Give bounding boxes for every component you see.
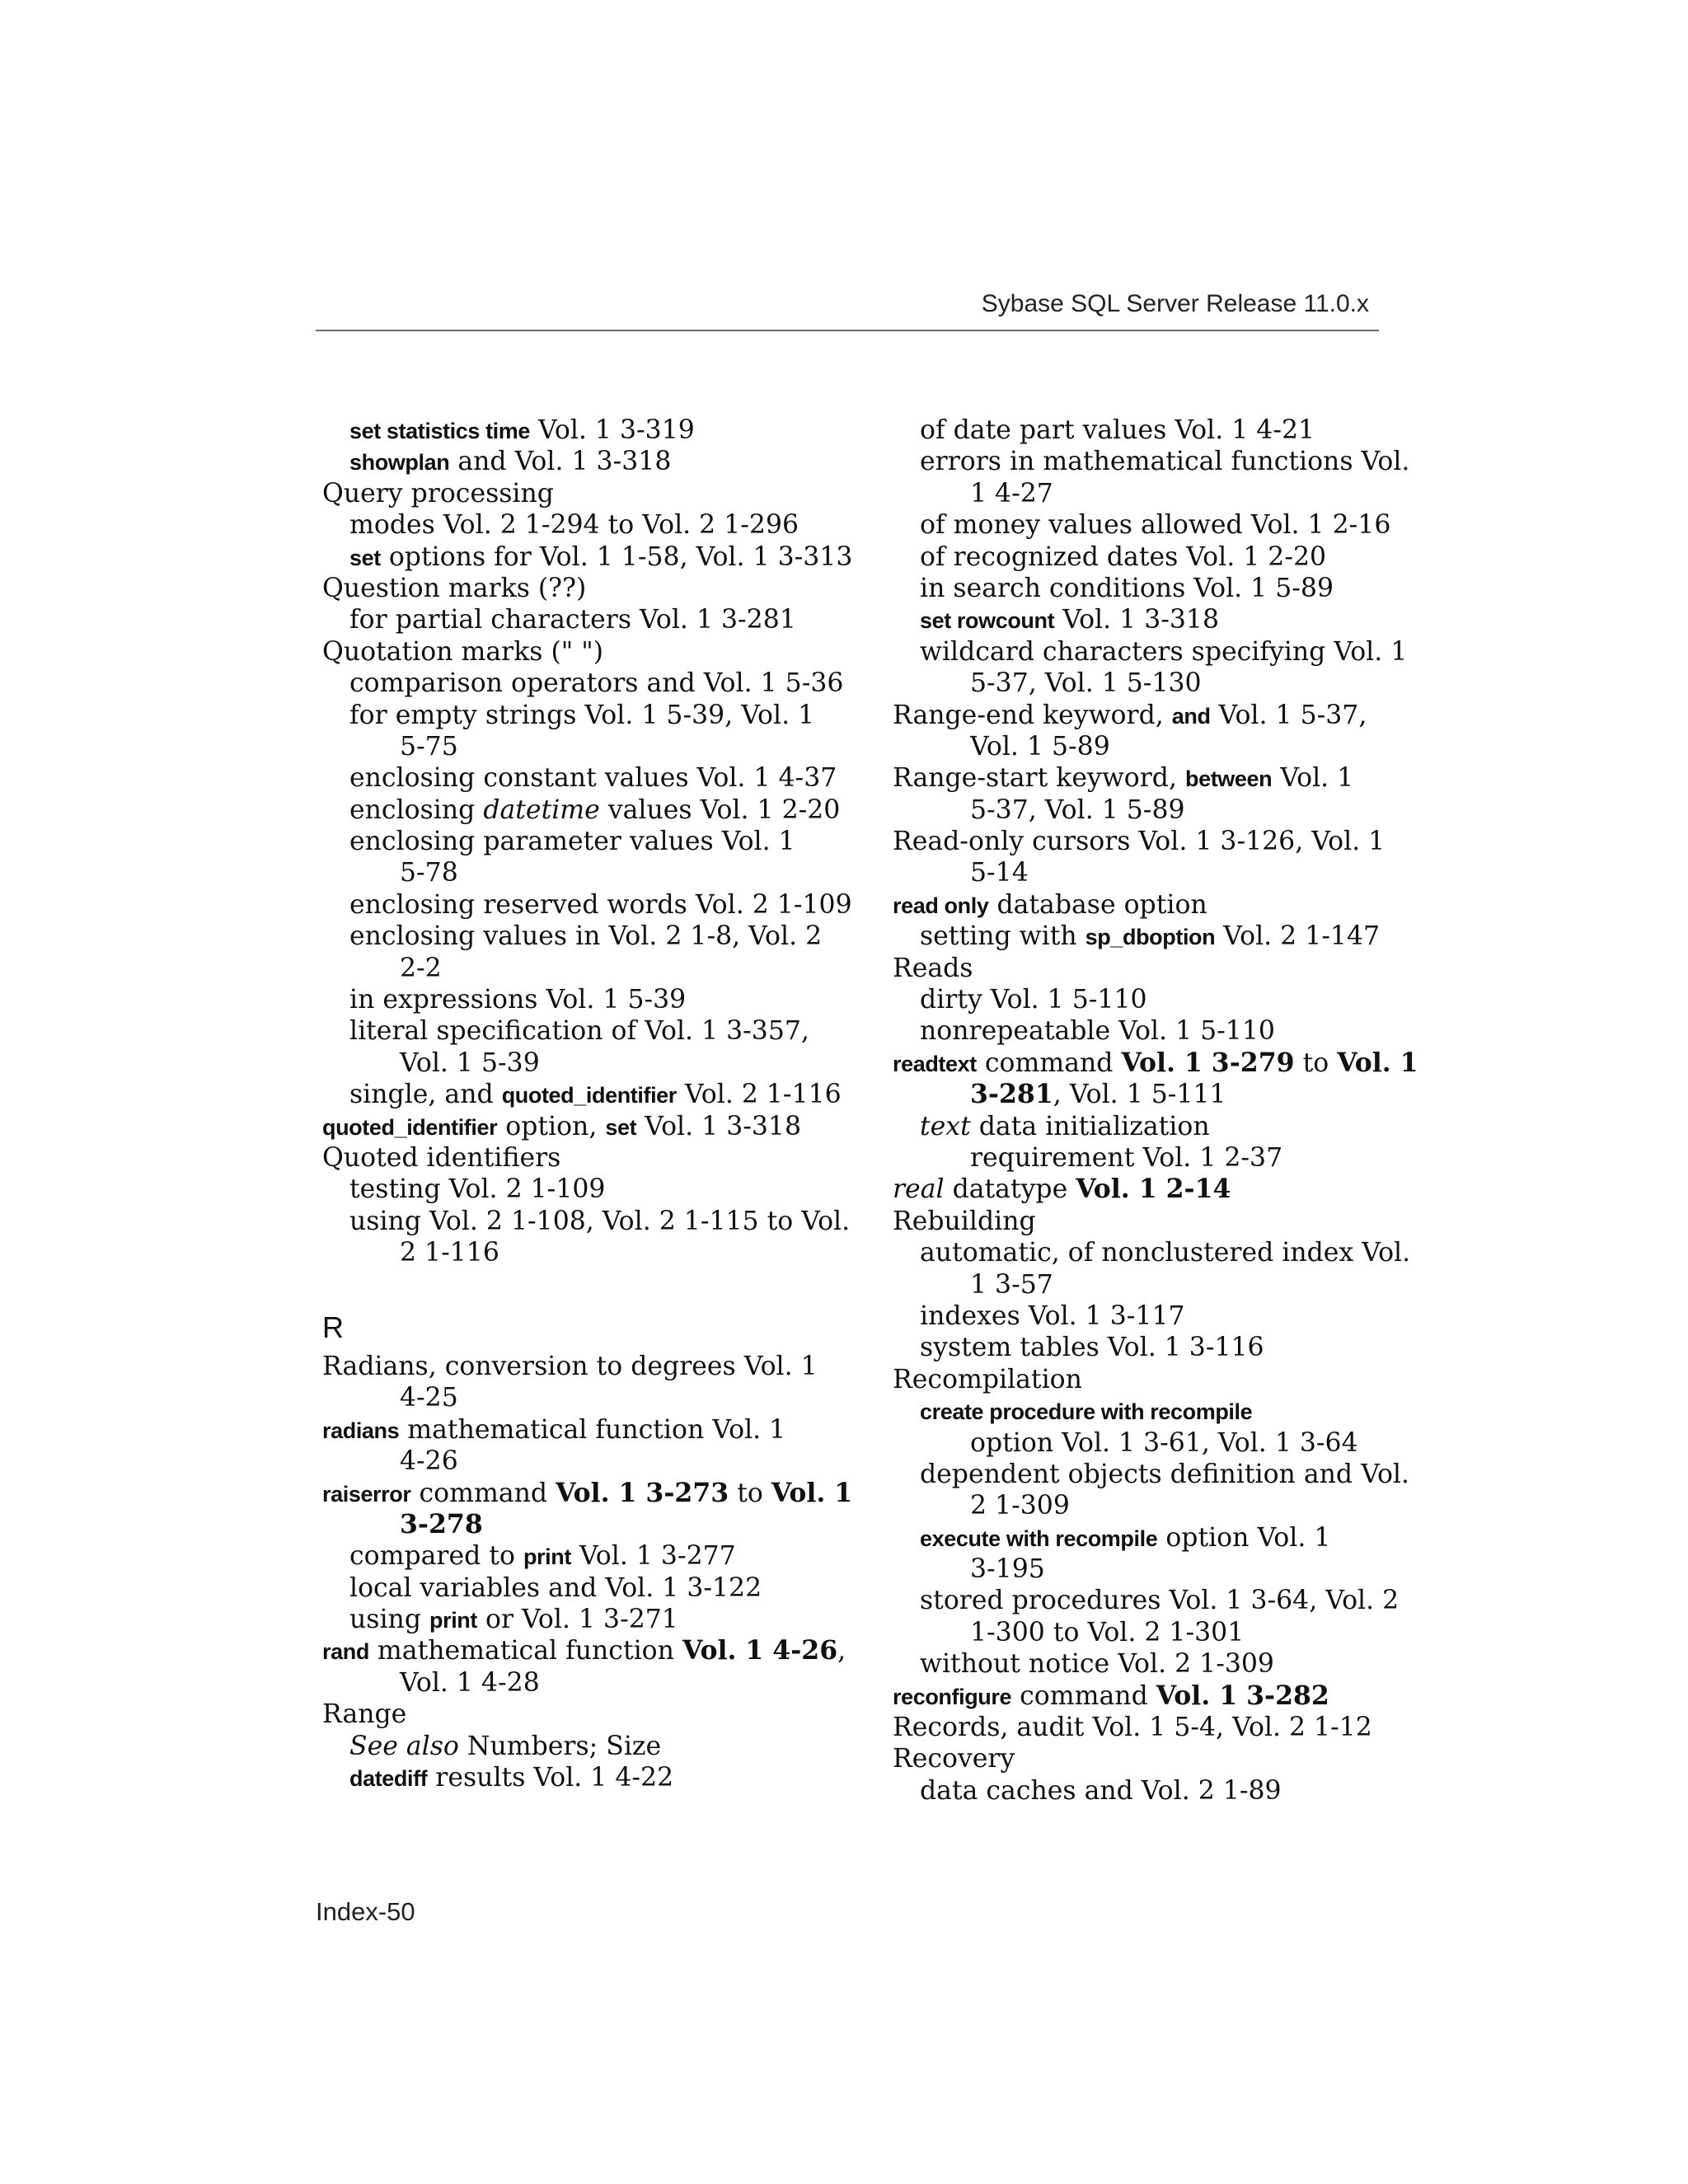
- index-entry: of money values allowed Vol. 1 2-16: [920, 510, 1391, 541]
- index-entry: system tables Vol. 1 3-116: [920, 1333, 1264, 1363]
- index-entry-continuation: 5-75: [400, 731, 458, 762]
- index-entry-continuation: option Vol. 1 3-61, Vol. 1 3-64: [970, 1427, 1358, 1458]
- index-entry-continuation: Vol. 1 4-28: [400, 1667, 540, 1698]
- index-entry: of recognized dates Vol. 1 2-20: [920, 541, 1327, 572]
- index-entry: without notice Vol. 2 1-309: [920, 1649, 1274, 1680]
- header-rule: [316, 330, 1379, 331]
- index-entry: See also Numbers; Size: [349, 1731, 662, 1761]
- index-entry: radians mathematical function Vol. 1: [322, 1414, 786, 1445]
- index-entry: comparison operators and Vol. 1 5-36: [349, 668, 844, 699]
- index-entry: readtext command Vol. 1 3-279 to Vol. 1: [893, 1047, 1418, 1078]
- index-entry: read only database option: [893, 889, 1207, 920]
- index-entry: testing Vol. 2 1-109: [349, 1174, 606, 1205]
- index-entry-continuation: 5-78: [400, 858, 458, 888]
- index-entry: create procedure with recompile: [920, 1399, 1253, 1425]
- index-entry: Recovery: [893, 1744, 1015, 1774]
- index-entry: showplan and Vol. 1 3-318: [349, 447, 672, 477]
- index-entry: in search conditions Vol. 1 5-89: [920, 573, 1334, 603]
- index-entry-continuation: 5-14: [970, 858, 1029, 888]
- index-entry: text data initialization: [920, 1111, 1210, 1141]
- index-entry: literal specification of Vol. 1 3-357,: [349, 1016, 809, 1047]
- index-entry: enclosing datetime values Vol. 1 2-20: [349, 794, 841, 825]
- index-entry-continuation: 1 3-57: [970, 1269, 1053, 1300]
- index-entry: Rebuilding: [893, 1206, 1036, 1236]
- index-entry: datediff results Vol. 1 4-22: [349, 1763, 674, 1793]
- index-entry: Reads: [893, 953, 973, 983]
- index-entry: set rowcount Vol. 1 3-318: [920, 605, 1220, 635]
- index-entry: single, and quoted_identifier Vol. 2 1-116: [349, 1080, 842, 1110]
- index-entry: execute with recompile option Vol. 1: [920, 1522, 1331, 1553]
- index-entry: Read-only cursors Vol. 1 3-126, Vol. 1: [893, 827, 1386, 857]
- index-entry: raiserror command Vol. 1 3-273 to Vol. 1: [322, 1477, 853, 1508]
- index-entry: Range: [322, 1699, 407, 1730]
- index-entry: using print or Vol. 1 3-271: [349, 1605, 678, 1635]
- index-entry: Radians, conversion to degrees Vol. 1: [322, 1351, 818, 1381]
- index-entry: automatic, of nonclustered index Vol.: [920, 1238, 1411, 1268]
- index-entry: Question marks (??): [322, 573, 587, 603]
- index-entry: for empty strings Vol. 1 5-39, Vol. 1: [349, 700, 815, 730]
- index-entry: of date part values Vol. 1 4-21: [920, 415, 1315, 445]
- index-entry-continuation: 2 1-309: [970, 1491, 1070, 1521]
- index-entry-continuation: 3-281, Vol. 1 5-111: [970, 1079, 1226, 1110]
- section-gap: [322, 1269, 833, 1301]
- index-entry: enclosing constant values Vol. 1 4-37: [349, 763, 837, 794]
- index-entry: Records, audit Vol. 1 5-4, Vol. 2 1-12: [893, 1713, 1372, 1743]
- index-entry: indexes Vol. 1 3-117: [920, 1301, 1185, 1331]
- index-entry-continuation: 3-278: [400, 1508, 483, 1540]
- index-entry: Range-start keyword, between Vol. 1: [893, 763, 1354, 794]
- index-entry: data caches and Vol. 2 1-89: [920, 1775, 1282, 1806]
- index-entry: using Vol. 2 1-108, Vol. 2 1-115 to Vol.: [349, 1206, 851, 1236]
- index-entry: Range-end keyword, and Vol. 1 5-37,: [893, 700, 1367, 730]
- index-column-right: [893, 415, 1418, 1807]
- running-header: Sybase SQL Server Release 11.0.x: [981, 290, 1369, 317]
- index-entry: wildcard characters specifying Vol. 1: [920, 636, 1408, 667]
- index-entry: dirty Vol. 1 5-110: [920, 985, 1147, 1015]
- index-entry-continuation: 4-26: [400, 1446, 458, 1477]
- index-entry: enclosing values in Vol. 2 1-8, Vol. 2: [349, 921, 823, 952]
- index-entry-continuation: 3-195: [970, 1554, 1045, 1585]
- index-entry: Quoted identifiers: [322, 1142, 561, 1173]
- section-letter-heading: R: [322, 1310, 344, 1344]
- index-entry-continuation: 2 1-116: [400, 1238, 499, 1268]
- index-entry: real datatype Vol. 1 2-14: [893, 1174, 1231, 1205]
- index-entry: Query processing: [322, 478, 554, 509]
- page-number: Index-50: [316, 1897, 415, 1926]
- index-entry-continuation: 1-300 to Vol. 2 1-301: [970, 1617, 1245, 1647]
- index-entry-continuation: 5-37, Vol. 1 5-130: [970, 668, 1202, 699]
- index-entry: in expressions Vol. 1 5-39: [349, 985, 687, 1015]
- index-entry: rand mathematical function Vol. 1 4-26,: [322, 1635, 846, 1666]
- index-entry: set statistics time Vol. 1 3-319: [349, 415, 695, 445]
- index-entry: nonrepeatable Vol. 1 5-110: [920, 1016, 1275, 1047]
- index-entry-continuation: requirement Vol. 1 2-37: [970, 1142, 1283, 1173]
- index-entry: enclosing parameter values Vol. 1: [349, 827, 795, 857]
- index-entry-continuation: 4-25: [400, 1383, 458, 1413]
- index-entry: modes Vol. 2 1-294 to Vol. 2 1-296: [349, 510, 799, 541]
- index-entry: setting with sp_dboption Vol. 2 1-147: [920, 921, 1381, 952]
- index-entry: stored procedures Vol. 1 3-64, Vol. 2: [920, 1586, 1400, 1616]
- index-entry: set options for Vol. 1 1-58, Vol. 1 3-313: [349, 541, 853, 572]
- index-entry: errors in mathematical functions Vol.: [920, 447, 1410, 477]
- index-entry-continuation: Vol. 1 5-89: [970, 731, 1110, 762]
- index-entry: Quotation marks (" "): [322, 636, 604, 667]
- index-entry-continuation: 1 4-27: [970, 478, 1053, 509]
- index-entry: for partial characters Vol. 1 3-281: [349, 605, 796, 635]
- index-entry-continuation: 2-2: [400, 953, 442, 983]
- index-entry: reconfigure command Vol. 1 3-282: [893, 1680, 1329, 1711]
- index-entry: Recompilation: [893, 1364, 1082, 1394]
- index-entry-continuation: 5-37, Vol. 1 5-89: [970, 794, 1185, 825]
- index-column-left: [322, 415, 853, 1793]
- index-entry: local variables and Vol. 1 3-122: [349, 1572, 762, 1603]
- index-entry: compared to print Vol. 1 3-277: [349, 1541, 736, 1572]
- index-entry: dependent objects definition and Vol.: [920, 1459, 1410, 1489]
- index-entry: quoted_identifier option, set Vol. 1 3-318: [322, 1111, 802, 1141]
- index-entry: enclosing reserved words Vol. 2 1-109: [349, 889, 852, 920]
- index-entry-continuation: Vol. 1 5-39: [400, 1047, 540, 1078]
